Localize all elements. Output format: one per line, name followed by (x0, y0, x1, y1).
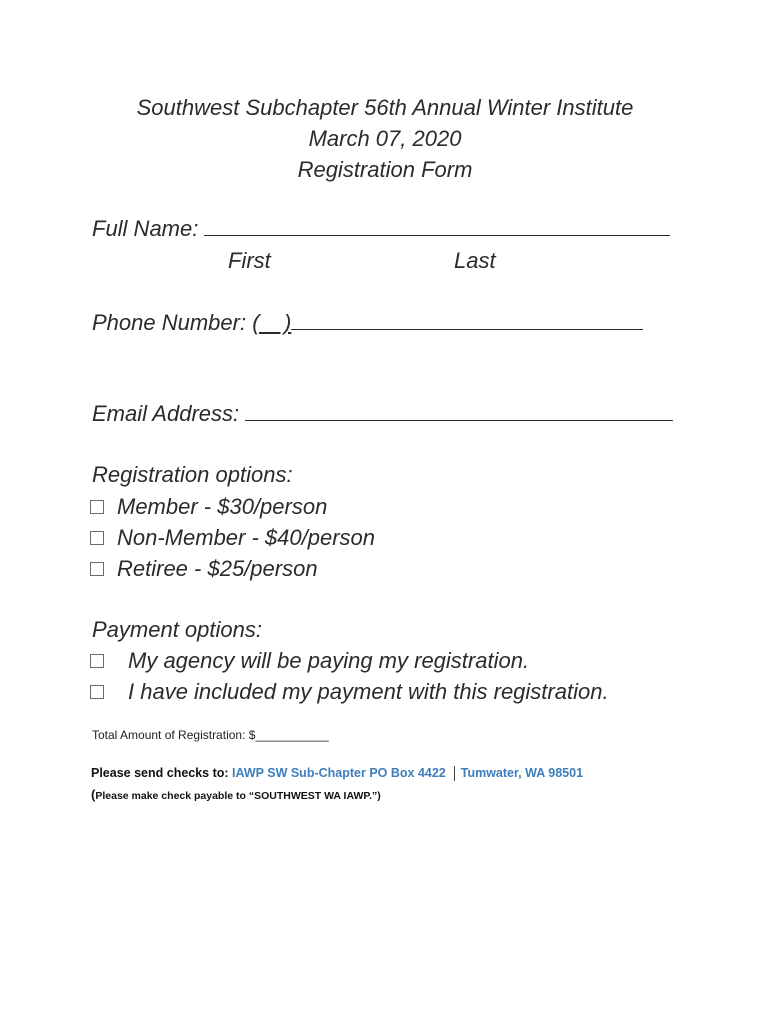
phone-input-line[interactable] (291, 311, 643, 330)
mailing-address: IAWP SW Sub-Chapter PO Box 4422 (232, 766, 446, 780)
full-name-input-line[interactable] (204, 217, 670, 236)
mailing-instructions (91, 766, 583, 781)
option-label: I have included my payment with this registration. (128, 679, 609, 704)
checkbox-icon[interactable] (90, 654, 104, 668)
phone-field (92, 310, 643, 336)
payable-note (91, 787, 381, 802)
full-name-label: Full Name: (92, 216, 205, 241)
form-title (0, 92, 770, 185)
phone-label: Phone Number: (92, 310, 253, 335)
event-date: March 07, 2020 (308, 126, 462, 151)
payable-text: Please make check payable to “SOUTHWEST WA IAWP.”) (95, 790, 381, 802)
divider (454, 766, 455, 781)
total-amount: Total Amount of Registration: $___________ (92, 728, 329, 742)
payable-open-paren: ( (91, 787, 96, 802)
checkbox-icon[interactable] (90, 685, 104, 699)
checkbox-icon[interactable] (90, 500, 104, 514)
phone-area-code[interactable]: ( ) (252, 310, 292, 335)
last-name-label: Last (454, 248, 496, 273)
email-input-line[interactable] (245, 402, 673, 421)
registration-option-non-member[interactable] (90, 525, 375, 551)
email-label: Email Address: (92, 401, 246, 426)
payment-option-agency[interactable] (90, 648, 529, 674)
payment-options-heading: Payment options: (92, 617, 262, 642)
option-label: Non-Member - $40/person (117, 525, 376, 550)
registration-option-retiree[interactable] (90, 556, 318, 582)
full-name-field (92, 216, 670, 242)
checkbox-icon[interactable] (90, 562, 104, 576)
option-label: Retiree - $25/person (117, 556, 318, 581)
option-label: My agency will be paying my registration. (128, 648, 530, 673)
first-name-label: First (228, 248, 271, 273)
event-title: Southwest Subchapter 56th Annual Winter Institute (136, 95, 634, 120)
registration-option-member[interactable] (90, 494, 327, 520)
mailing-prefix: Please send checks to: (91, 766, 233, 780)
checkbox-icon[interactable] (90, 531, 104, 545)
form-name: Registration Form (297, 157, 473, 182)
email-field (92, 401, 673, 427)
option-label: Member - $30/person (117, 494, 328, 519)
payment-option-included[interactable] (90, 679, 609, 705)
mailing-city: Tumwater, WA 98501 (460, 766, 584, 780)
registration-options-heading: Registration options: (92, 462, 293, 487)
